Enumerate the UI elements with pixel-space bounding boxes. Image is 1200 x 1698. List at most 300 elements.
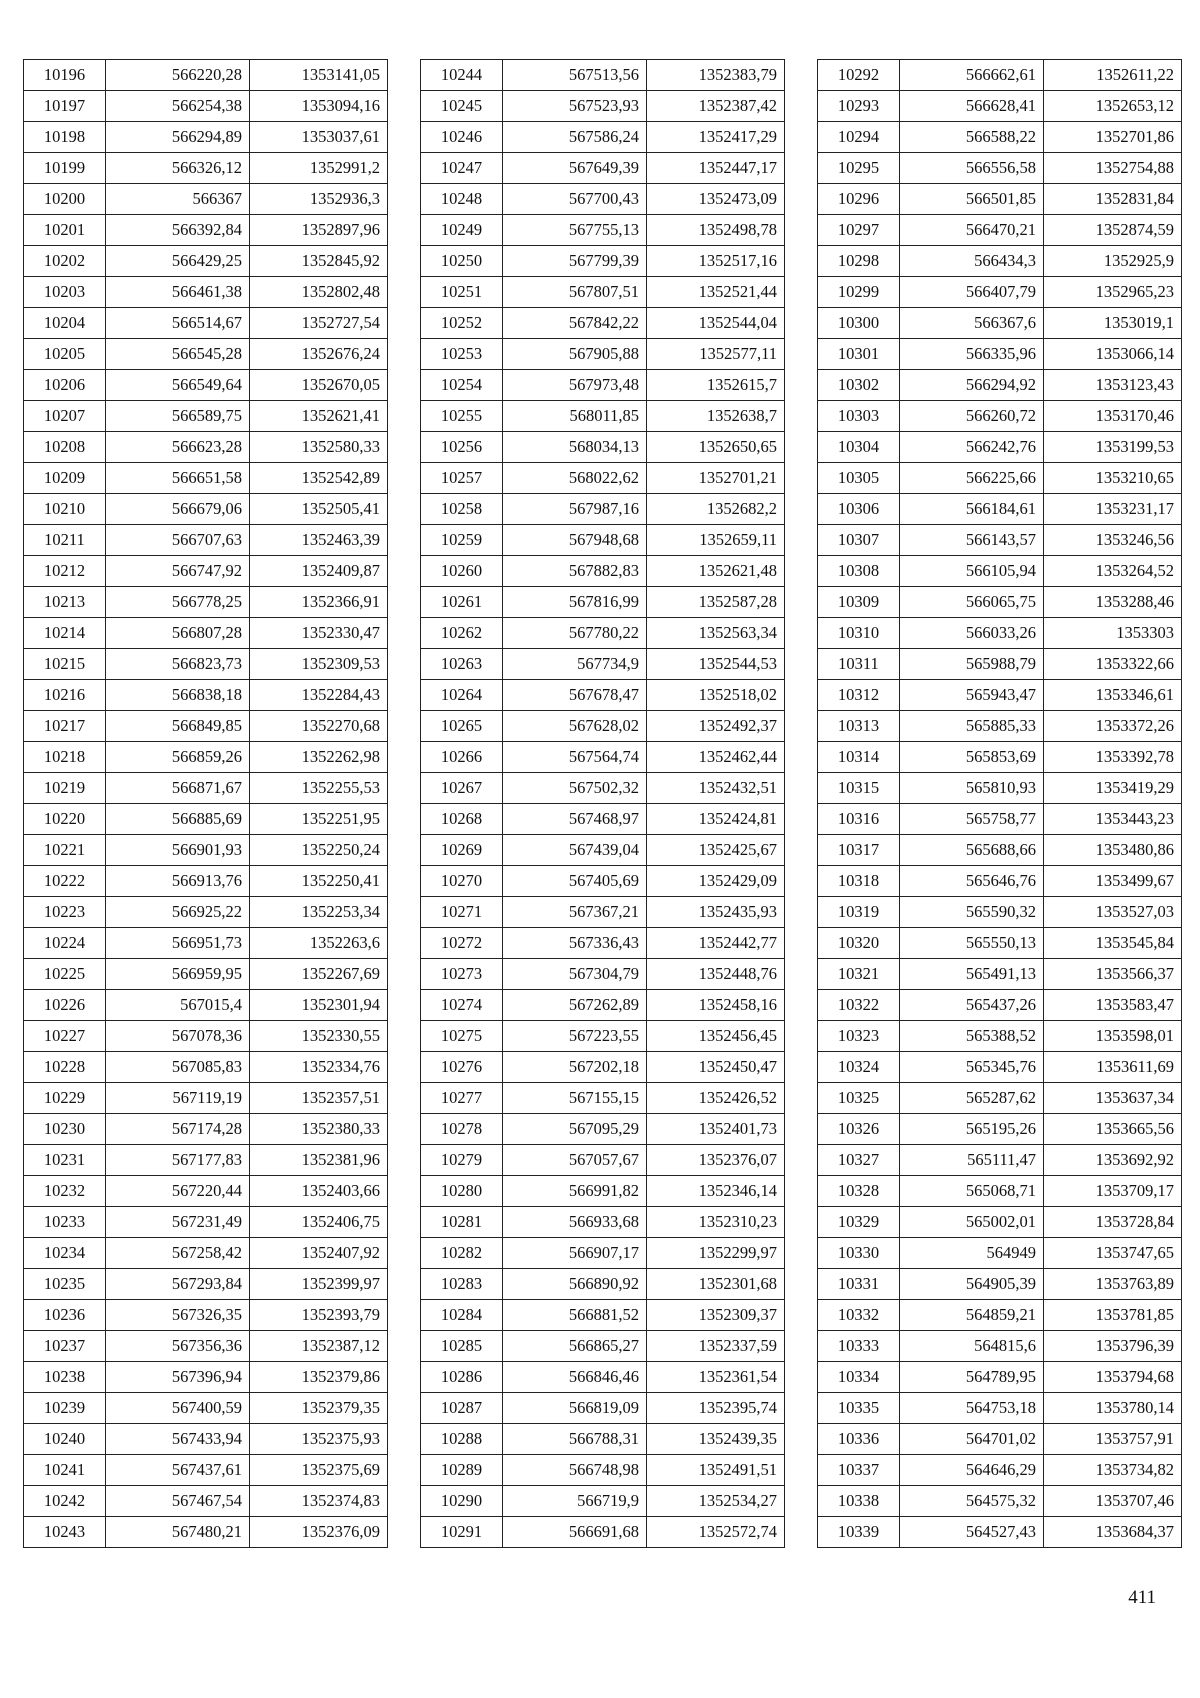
y-coordinate-cell: 1353480,86: [1044, 835, 1182, 866]
table-row: [421, 1269, 785, 1300]
point-id-cell: 10329: [818, 1207, 900, 1238]
point-id-cell: 10204: [24, 308, 106, 339]
x-coordinate-cell: 566294,92: [900, 370, 1044, 401]
table-row: [24, 432, 388, 463]
table-row: [818, 184, 1182, 215]
y-coordinate-cell: 1352251,95: [250, 804, 388, 835]
x-coordinate-cell: 566588,22: [900, 122, 1044, 153]
y-coordinate-cell: 1353665,56: [1044, 1114, 1182, 1145]
y-coordinate-cell: 1352426,52: [647, 1083, 785, 1114]
table-row: [818, 1393, 1182, 1424]
x-coordinate-cell: 565646,76: [900, 866, 1044, 897]
x-coordinate-cell: 566719,9: [503, 1486, 647, 1517]
y-coordinate-cell: 1353499,67: [1044, 866, 1182, 897]
x-coordinate-cell: 566838,18: [106, 680, 250, 711]
y-coordinate-cell: 1353346,61: [1044, 680, 1182, 711]
y-coordinate-cell: 1353372,26: [1044, 711, 1182, 742]
y-coordinate-cell: 1352395,74: [647, 1393, 785, 1424]
y-coordinate-cell: 1352676,24: [250, 339, 388, 370]
y-coordinate-cell: 1352330,55: [250, 1021, 388, 1052]
point-id-cell: 10334: [818, 1362, 900, 1393]
point-id-cell: 10216: [24, 680, 106, 711]
x-coordinate-cell: 567973,48: [503, 370, 647, 401]
x-coordinate-cell: 566846,46: [503, 1362, 647, 1393]
point-id-cell: 10321: [818, 959, 900, 990]
point-id-cell: 10326: [818, 1114, 900, 1145]
point-id-cell: 10292: [818, 60, 900, 91]
point-id-cell: 10302: [818, 370, 900, 401]
y-coordinate-cell: 1352383,79: [647, 60, 785, 91]
x-coordinate-cell: 566225,66: [900, 463, 1044, 494]
y-coordinate-cell: 1352447,17: [647, 153, 785, 184]
y-coordinate-cell: 1353246,56: [1044, 525, 1182, 556]
y-coordinate-cell: 1352255,53: [250, 773, 388, 804]
y-coordinate-cell: 1352406,75: [250, 1207, 388, 1238]
table-row: [24, 308, 388, 339]
point-id-cell: 10200: [24, 184, 106, 215]
table-row: [421, 990, 785, 1021]
y-coordinate-cell: 1352387,42: [647, 91, 785, 122]
x-coordinate-cell: 567734,9: [503, 649, 647, 680]
point-id-cell: 10244: [421, 60, 503, 91]
point-id-cell: 10232: [24, 1176, 106, 1207]
table-row: [24, 711, 388, 742]
table-row: [818, 463, 1182, 494]
table-row: [818, 1517, 1182, 1548]
point-id-cell: 10231: [24, 1145, 106, 1176]
y-coordinate-cell: 1353141,05: [250, 60, 388, 91]
y-coordinate-cell: 1352361,54: [647, 1362, 785, 1393]
x-coordinate-cell: 567174,28: [106, 1114, 250, 1145]
point-id-cell: 10250: [421, 246, 503, 277]
point-id-cell: 10212: [24, 556, 106, 587]
y-coordinate-cell: 1352936,3: [250, 184, 388, 215]
point-id-cell: 10240: [24, 1424, 106, 1455]
point-id-cell: 10197: [24, 91, 106, 122]
y-coordinate-cell: 1352425,67: [647, 835, 785, 866]
table-row: [818, 773, 1182, 804]
y-coordinate-cell: 1352330,47: [250, 618, 388, 649]
table-row: [24, 990, 388, 1021]
y-coordinate-cell: 1353611,69: [1044, 1052, 1182, 1083]
y-coordinate-cell: 1352450,47: [647, 1052, 785, 1083]
y-coordinate-cell: 1353288,46: [1044, 587, 1182, 618]
point-id-cell: 10294: [818, 122, 900, 153]
point-id-cell: 10328: [818, 1176, 900, 1207]
table-row: [24, 184, 388, 215]
table-row: [24, 463, 388, 494]
table-row: [421, 1486, 785, 1517]
x-coordinate-cell: 567119,19: [106, 1083, 250, 1114]
point-id-cell: 10257: [421, 463, 503, 494]
point-id-cell: 10260: [421, 556, 503, 587]
table-row: [24, 587, 388, 618]
table-row: [818, 1207, 1182, 1238]
y-coordinate-cell: 1352346,14: [647, 1176, 785, 1207]
table-row: [421, 246, 785, 277]
y-coordinate-cell: 1352253,34: [250, 897, 388, 928]
point-id-cell: 10273: [421, 959, 503, 990]
y-coordinate-cell: 1352587,28: [647, 587, 785, 618]
table-row: [818, 990, 1182, 1021]
point-id-cell: 10215: [24, 649, 106, 680]
x-coordinate-cell: 564789,95: [900, 1362, 1044, 1393]
y-coordinate-cell: 1352456,45: [647, 1021, 785, 1052]
y-coordinate-cell: 1353709,17: [1044, 1176, 1182, 1207]
x-coordinate-cell: 566881,52: [503, 1300, 647, 1331]
point-id-cell: 10314: [818, 742, 900, 773]
point-id-cell: 10276: [421, 1052, 503, 1083]
point-id-cell: 10284: [421, 1300, 503, 1331]
x-coordinate-cell: 564575,32: [900, 1486, 1044, 1517]
x-coordinate-cell: 567523,93: [503, 91, 647, 122]
point-id-cell: 10251: [421, 277, 503, 308]
table-row: [24, 1145, 388, 1176]
x-coordinate-cell: 567678,47: [503, 680, 647, 711]
y-coordinate-cell: 1352577,11: [647, 339, 785, 370]
x-coordinate-cell: 567816,99: [503, 587, 647, 618]
y-coordinate-cell: 1353728,84: [1044, 1207, 1182, 1238]
point-id-cell: 10287: [421, 1393, 503, 1424]
point-id-cell: 10213: [24, 587, 106, 618]
point-id-cell: 10219: [24, 773, 106, 804]
x-coordinate-cell: 567628,02: [503, 711, 647, 742]
table-row: [818, 866, 1182, 897]
y-coordinate-cell: 1352621,41: [250, 401, 388, 432]
point-id-cell: 10202: [24, 246, 106, 277]
table-row: [24, 1300, 388, 1331]
table-row: [818, 928, 1182, 959]
point-id-cell: 10210: [24, 494, 106, 525]
point-id-cell: 10303: [818, 401, 900, 432]
table-row: [421, 1300, 785, 1331]
point-id-cell: 10308: [818, 556, 900, 587]
x-coordinate-cell: 567078,36: [106, 1021, 250, 1052]
x-coordinate-cell: 566849,85: [106, 711, 250, 742]
table-row: [818, 246, 1182, 277]
point-id-cell: 10266: [421, 742, 503, 773]
point-id-cell: 10291: [421, 1517, 503, 1548]
point-id-cell: 10198: [24, 122, 106, 153]
x-coordinate-cell: 567396,94: [106, 1362, 250, 1393]
point-id-cell: 10282: [421, 1238, 503, 1269]
y-coordinate-cell: 1352653,12: [1044, 91, 1182, 122]
table-row: [818, 1269, 1182, 1300]
x-coordinate-cell: 567057,67: [503, 1145, 647, 1176]
point-id-cell: 10255: [421, 401, 503, 432]
coordinate-table-1: [23, 59, 388, 1548]
x-coordinate-cell: 566461,38: [106, 277, 250, 308]
y-coordinate-cell: 1353170,46: [1044, 401, 1182, 432]
x-coordinate-cell: 566778,25: [106, 587, 250, 618]
y-coordinate-cell: 1352544,04: [647, 308, 785, 339]
point-id-cell: 10295: [818, 153, 900, 184]
table-row: [421, 525, 785, 556]
point-id-cell: 10222: [24, 866, 106, 897]
x-coordinate-cell: 566367,6: [900, 308, 1044, 339]
table-row: [24, 835, 388, 866]
y-coordinate-cell: 1353796,39: [1044, 1331, 1182, 1362]
table-row: [818, 1300, 1182, 1331]
y-coordinate-cell: 1352448,76: [647, 959, 785, 990]
table-row: [421, 742, 785, 773]
y-coordinate-cell: 1352366,91: [250, 587, 388, 618]
point-id-cell: 10218: [24, 742, 106, 773]
point-id-cell: 10208: [24, 432, 106, 463]
table-row: [421, 1393, 785, 1424]
point-id-cell: 10320: [818, 928, 900, 959]
x-coordinate-cell: 566326,12: [106, 153, 250, 184]
x-coordinate-cell: 566367: [106, 184, 250, 215]
y-coordinate-cell: 1352375,93: [250, 1424, 388, 1455]
table-row: [24, 1207, 388, 1238]
x-coordinate-cell: 566470,21: [900, 215, 1044, 246]
point-id-cell: 10269: [421, 835, 503, 866]
y-coordinate-cell: 1352270,68: [250, 711, 388, 742]
y-coordinate-cell: 1352267,69: [250, 959, 388, 990]
point-id-cell: 10242: [24, 1486, 106, 1517]
point-id-cell: 10289: [421, 1455, 503, 1486]
y-coordinate-cell: 1352925,9: [1044, 246, 1182, 277]
x-coordinate-cell: 565437,26: [900, 990, 1044, 1021]
x-coordinate-cell: 564527,43: [900, 1517, 1044, 1548]
x-coordinate-cell: 566748,98: [503, 1455, 647, 1486]
table-row: [24, 122, 388, 153]
x-coordinate-cell: 566407,79: [900, 277, 1044, 308]
y-coordinate-cell: 1352381,96: [250, 1145, 388, 1176]
point-id-cell: 10313: [818, 711, 900, 742]
x-coordinate-cell: 566865,27: [503, 1331, 647, 1362]
table-row: [421, 1207, 785, 1238]
x-coordinate-cell: 567842,22: [503, 308, 647, 339]
table-row: [24, 1176, 388, 1207]
point-id-cell: 10270: [421, 866, 503, 897]
point-id-cell: 10306: [818, 494, 900, 525]
point-id-cell: 10221: [24, 835, 106, 866]
x-coordinate-cell: 566913,76: [106, 866, 250, 897]
table-row: [24, 1455, 388, 1486]
x-coordinate-cell: 564701,02: [900, 1424, 1044, 1455]
y-coordinate-cell: 1352670,05: [250, 370, 388, 401]
point-id-cell: 10229: [24, 1083, 106, 1114]
point-id-cell: 10196: [24, 60, 106, 91]
point-id-cell: 10283: [421, 1269, 503, 1300]
y-coordinate-cell: 1352831,84: [1044, 184, 1182, 215]
x-coordinate-cell: 566589,75: [106, 401, 250, 432]
x-coordinate-cell: 566335,96: [900, 339, 1044, 370]
table-row: [421, 680, 785, 711]
y-coordinate-cell: 1353780,14: [1044, 1393, 1182, 1424]
y-coordinate-cell: 1352379,35: [250, 1393, 388, 1424]
y-coordinate-cell: 1353734,82: [1044, 1455, 1182, 1486]
y-coordinate-cell: 1352458,16: [647, 990, 785, 1021]
table-row: [24, 153, 388, 184]
x-coordinate-cell: 567755,13: [503, 215, 647, 246]
x-coordinate-cell: 567649,39: [503, 153, 647, 184]
x-coordinate-cell: 567905,88: [503, 339, 647, 370]
point-id-cell: 10247: [421, 153, 503, 184]
y-coordinate-cell: 1352435,93: [647, 897, 785, 928]
table-row: [421, 959, 785, 990]
point-id-cell: 10268: [421, 804, 503, 835]
point-id-cell: 10236: [24, 1300, 106, 1331]
x-coordinate-cell: 566623,28: [106, 432, 250, 463]
point-id-cell: 10243: [24, 1517, 106, 1548]
y-coordinate-cell: 1352462,44: [647, 742, 785, 773]
table-row: [818, 1052, 1182, 1083]
y-coordinate-cell: 1353598,01: [1044, 1021, 1182, 1052]
y-coordinate-cell: 1352701,21: [647, 463, 785, 494]
y-coordinate-cell: 1352534,27: [647, 1486, 785, 1517]
x-coordinate-cell: 566254,38: [106, 91, 250, 122]
table-row: [818, 556, 1182, 587]
y-coordinate-cell: 1352727,54: [250, 308, 388, 339]
y-coordinate-cell: 1352580,33: [250, 432, 388, 463]
point-id-cell: 10234: [24, 1238, 106, 1269]
x-coordinate-cell: 565195,26: [900, 1114, 1044, 1145]
point-id-cell: 10264: [421, 680, 503, 711]
table-row: [421, 1517, 785, 1548]
table-row: [818, 959, 1182, 990]
point-id-cell: 10301: [818, 339, 900, 370]
y-coordinate-cell: 1352498,78: [647, 215, 785, 246]
x-coordinate-cell: 565688,66: [900, 835, 1044, 866]
x-coordinate-cell: 566859,26: [106, 742, 250, 773]
table-row: [818, 618, 1182, 649]
x-coordinate-cell: 565590,32: [900, 897, 1044, 928]
y-coordinate-cell: 1352375,69: [250, 1455, 388, 1486]
table-row: [818, 60, 1182, 91]
y-coordinate-cell: 1352379,86: [250, 1362, 388, 1393]
y-coordinate-cell: 1353322,66: [1044, 649, 1182, 680]
y-coordinate-cell: 1353757,91: [1044, 1424, 1182, 1455]
x-coordinate-cell: 566628,41: [900, 91, 1044, 122]
y-coordinate-cell: 1352407,92: [250, 1238, 388, 1269]
point-id-cell: 10316: [818, 804, 900, 835]
x-coordinate-cell: 565287,62: [900, 1083, 1044, 1114]
point-id-cell: 10332: [818, 1300, 900, 1331]
table-row: [24, 556, 388, 587]
x-coordinate-cell: 567405,69: [503, 866, 647, 897]
y-coordinate-cell: 1352563,34: [647, 618, 785, 649]
x-coordinate-cell: 567262,89: [503, 990, 647, 1021]
table-row: [818, 122, 1182, 153]
x-coordinate-cell: 564949: [900, 1238, 1044, 1269]
point-id-cell: 10323: [818, 1021, 900, 1052]
point-id-cell: 10248: [421, 184, 503, 215]
y-coordinate-cell: 1352991,2: [250, 153, 388, 184]
table-row: [818, 494, 1182, 525]
point-id-cell: 10330: [818, 1238, 900, 1269]
x-coordinate-cell: 566823,73: [106, 649, 250, 680]
x-coordinate-cell: 567326,35: [106, 1300, 250, 1331]
point-id-cell: 10262: [421, 618, 503, 649]
y-coordinate-cell: 1352518,02: [647, 680, 785, 711]
x-coordinate-cell: 566549,64: [106, 370, 250, 401]
table-row: [24, 246, 388, 277]
coordinate-table-2: [420, 59, 785, 1548]
table-row: [421, 1331, 785, 1362]
x-coordinate-cell: 566501,85: [900, 184, 1044, 215]
table-row: [818, 711, 1182, 742]
x-coordinate-cell: 564905,39: [900, 1269, 1044, 1300]
x-coordinate-cell: 566429,25: [106, 246, 250, 277]
x-coordinate-cell: 567367,21: [503, 897, 647, 928]
y-coordinate-cell: 1352376,07: [647, 1145, 785, 1176]
y-coordinate-cell: 1353210,65: [1044, 463, 1182, 494]
table-row: [818, 897, 1182, 928]
table-row: [421, 587, 785, 618]
table-row: [421, 773, 785, 804]
y-coordinate-cell: 1353419,29: [1044, 773, 1182, 804]
y-coordinate-cell: 1352615,7: [647, 370, 785, 401]
x-coordinate-cell: 566819,09: [503, 1393, 647, 1424]
y-coordinate-cell: 1352334,76: [250, 1052, 388, 1083]
point-id-cell: 10275: [421, 1021, 503, 1052]
y-coordinate-cell: 1352432,51: [647, 773, 785, 804]
x-coordinate-cell: 564815,6: [900, 1331, 1044, 1362]
point-id-cell: 10246: [421, 122, 503, 153]
x-coordinate-cell: 567799,39: [503, 246, 647, 277]
y-coordinate-cell: 1352442,77: [647, 928, 785, 959]
point-id-cell: 10296: [818, 184, 900, 215]
point-id-cell: 10322: [818, 990, 900, 1021]
y-coordinate-cell: 1353707,46: [1044, 1486, 1182, 1517]
table-row: [421, 463, 785, 494]
point-id-cell: 10252: [421, 308, 503, 339]
point-id-cell: 10288: [421, 1424, 503, 1455]
x-coordinate-cell: 566651,58: [106, 463, 250, 494]
point-id-cell: 10281: [421, 1207, 503, 1238]
point-id-cell: 10274: [421, 990, 503, 1021]
y-coordinate-cell: 1352701,86: [1044, 122, 1182, 153]
point-id-cell: 10228: [24, 1052, 106, 1083]
y-coordinate-cell: 1352621,48: [647, 556, 785, 587]
y-coordinate-cell: 1352544,53: [647, 649, 785, 680]
x-coordinate-cell: 566143,57: [900, 525, 1044, 556]
x-coordinate-cell: 566679,06: [106, 494, 250, 525]
point-id-cell: 10293: [818, 91, 900, 122]
y-coordinate-cell: 1352380,33: [250, 1114, 388, 1145]
point-id-cell: 10214: [24, 618, 106, 649]
x-coordinate-cell: 568034,13: [503, 432, 647, 463]
x-coordinate-cell: 568011,85: [503, 401, 647, 432]
table-row: [421, 835, 785, 866]
x-coordinate-cell: 566901,93: [106, 835, 250, 866]
table-row: [421, 215, 785, 246]
x-coordinate-cell: 567882,83: [503, 556, 647, 587]
table-row: [421, 1362, 785, 1393]
y-coordinate-cell: 1352250,41: [250, 866, 388, 897]
x-coordinate-cell: 567155,15: [503, 1083, 647, 1114]
point-id-cell: 10338: [818, 1486, 900, 1517]
point-id-cell: 10337: [818, 1455, 900, 1486]
table-row: [818, 1486, 1182, 1517]
y-coordinate-cell: 1352309,53: [250, 649, 388, 680]
table-row: [24, 1393, 388, 1424]
y-coordinate-cell: 1352517,16: [647, 246, 785, 277]
point-id-cell: 10199: [24, 153, 106, 184]
x-coordinate-cell: 567095,29: [503, 1114, 647, 1145]
point-id-cell: 10227: [24, 1021, 106, 1052]
x-coordinate-cell: 566991,82: [503, 1176, 647, 1207]
point-id-cell: 10263: [421, 649, 503, 680]
table-row: [421, 1238, 785, 1269]
x-coordinate-cell: 566184,61: [900, 494, 1044, 525]
table-row: [24, 773, 388, 804]
y-coordinate-cell: 1352393,79: [250, 1300, 388, 1331]
y-coordinate-cell: 1352301,68: [647, 1269, 785, 1300]
